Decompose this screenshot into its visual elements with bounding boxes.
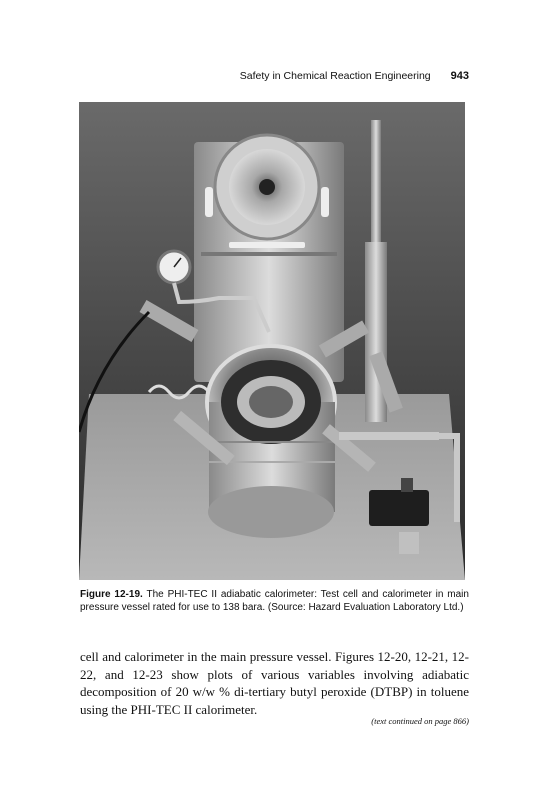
page-number: 943 <box>450 70 469 82</box>
figure-label: Figure 12-19. <box>80 589 143 600</box>
body-paragraph: cell and calorimeter in the main pressure vessel. Figures 12-20, 12-21, 12-22, and 12-23 show plots of various variables involving adiabatic decomposition of 20 w/w % di-tertiary butyl peroxide (DTBP) in toluene using the PHI-TEC II calorimeter. <box>80 649 469 717</box>
figure-caption <box>80 588 469 614</box>
figure-caption-text: The PHI-TEC II adiabatic calorimeter: Test cell and calorimeter in main pressure vessel rated for use to 138 bara. (Source: Hazard Evaluation Laboratory Ltd.) <box>80 589 469 613</box>
running-header <box>80 70 469 86</box>
continued-note: (text continued on page 866) <box>371 716 469 726</box>
calorimeter-photo-illustration <box>79 102 465 580</box>
running-title: Safety in Chemical Reaction Engineering <box>239 70 431 82</box>
figure-photo <box>79 102 465 580</box>
